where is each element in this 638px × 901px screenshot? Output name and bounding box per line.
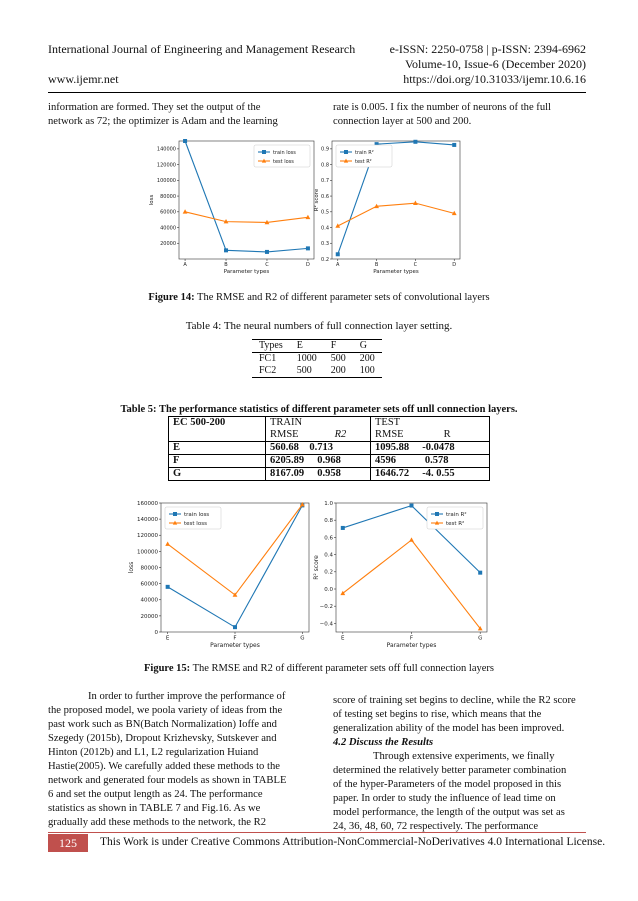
legend-label: train loss [273,149,296,156]
data-point [166,585,170,589]
y-axis-label: R² score [314,188,320,212]
y-tick-label: 1.0 [324,500,333,507]
text-line: Hastie(2005). We carefully added these methods to the [48,761,280,772]
license-text: This Work is under Creative Commons Attribution-NonCommercial-NoDerivatives 4.0 International License. [100,836,606,848]
figure14-caption [0,292,638,303]
y-tick-label: 140000 [156,146,176,153]
figure15-caption [0,663,638,674]
text-line: score of training set begins to decline, while the R2 score [333,695,576,706]
y-tick-label: 0.6 [321,193,329,200]
table5-cell: 8167.09 0.958 [266,468,371,481]
x-axis-label: Parameter types [223,269,270,275]
text-line: In order to further improve the performance of [88,691,286,702]
table4-header: Types [259,340,283,351]
y-tick-label: 0.4 [324,552,333,559]
figure15-r2-chart [310,495,495,658]
y-tick-label: 60000 [140,581,158,588]
website-link[interactable]: www.ijemr.net [48,72,119,86]
table5-cell: G [169,468,266,481]
y-axis-label: R² score [313,555,320,580]
data-point [336,252,340,256]
table4-header: F [330,340,337,351]
figure14-r2-chart [310,135,468,287]
data-point [409,537,414,541]
caption-label: Figure 15: [143,663,191,674]
y-tick-label: −0.2 [319,604,333,611]
table5-header: EC 500-200 [169,417,266,442]
y-axis-label: loss [149,194,155,206]
text-line: statistics as shown in TABLE 7 and Fig.16. As we [48,803,261,814]
caption-label: Figure 14: [148,292,195,303]
x-tick-label: F [409,635,414,642]
y-tick-label: 160000 [137,500,158,507]
text-line: connection layer at 500 and 200. [333,116,472,127]
x-tick-label: A [336,262,340,268]
x-tick-label: D [305,262,310,268]
series-line [338,203,454,226]
x-tick-label: C [265,262,269,268]
y-tick-label: 0.3 [321,241,329,248]
table4-cell: 500 [330,353,346,364]
text-line: determined the relatively better parameter combination [333,765,567,776]
table4-cell: FC1 [259,353,277,364]
x-tick-label: C [413,262,418,268]
x-axis-label: Parameter types [373,269,419,275]
data-point [413,140,417,144]
figure14-loss-chart [145,135,320,287]
volume-issue: Volume-10, Issue-6 (December 2020) [404,57,586,71]
legend-marker [344,150,348,154]
text-line: past work such as BN(Batch Normalization) Ioffe and [48,719,277,730]
text-line: rate is 0.005. I fix the number of neurons of the full [333,102,551,113]
x-tick-label: B [374,262,379,268]
table5-cell: 1095.88 -0.0478 [371,442,490,455]
x-tick-label: A [183,262,187,268]
y-tick-label: 40000 [140,597,158,604]
y-tick-label: 80000 [140,565,158,572]
series-line [185,212,308,223]
x-tick-label: G [300,635,305,642]
y-tick-label: 120000 [137,533,158,540]
caption-text: The RMSE and R2 of different parameter sets off full connection layers [192,663,495,674]
text-line: model performance, the length of the output was set as [333,807,565,818]
legend-label: test loss [184,520,207,527]
y-tick-label: 0.2 [324,569,333,576]
y-tick-label: 0.7 [321,178,329,185]
text-line: 6 and set the output length as 24. The performance [48,789,263,800]
text-line: Hinton (2012b) and L1, L2 regularization Huiand [48,747,259,758]
issn: e-ISSN: 2250-0758 | p-ISSN: 2394-6962 [389,42,586,56]
doi-link[interactable]: https://doi.org/10.31033/ijemr.10.6.16 [403,72,586,86]
page-number: 125 [48,834,88,852]
text-line: network and generated four models as shown in TABLE [48,775,287,786]
table5-header: TEST RMSE R [371,417,490,442]
y-tick-label: 80000 [160,193,176,200]
x-tick-label: G [478,635,483,642]
x-tick-label: E [165,635,170,642]
table5-header: TRAIN RMSE R2 [266,417,371,442]
table5-cell: E [169,442,266,455]
text-line: the proposed model, we poola variety of ideas from the [48,705,283,716]
table4-header: G [359,340,367,351]
header-rule [48,92,586,93]
data-point [265,250,269,254]
table4 [252,339,382,378]
legend-label: test R² [355,158,372,165]
legend-marker [435,512,439,516]
table5-cell: 1646.72 -4. 0.55 [371,468,490,481]
y-tick-label: 0.8 [324,518,333,525]
table4-cell: 200 [330,365,346,376]
legend-label: test loss [273,158,294,165]
text-line: paper. In order to study the influence of lead time on [333,793,556,804]
y-tick-label: 40000 [160,225,176,232]
text-line: Szegedy (2015b), Dropout Krizhevsky, Sutskever and [48,733,277,744]
data-point [341,526,345,530]
text-line: network as 72; the optimizer is Adam and the learning [48,116,278,127]
y-tick-label: 0.0 [324,586,333,593]
y-tick-label: 0.2 [321,256,329,263]
data-point [183,209,188,213]
table5-cell: 4596 0.578 [371,455,490,468]
y-tick-label: 0.8 [321,162,329,169]
y-tick-label: 0.9 [321,146,329,153]
text-line: Through extensive experiments, we finally [373,751,555,762]
footer-rule [48,832,586,833]
table4-cell: 500 [296,365,312,376]
y-tick-label: 120000 [156,162,176,169]
legend-marker [262,150,266,154]
body-left-column [48,690,311,830]
y-tick-label: 0 [154,629,158,636]
data-point [410,504,414,508]
y-tick-label: 0.6 [324,535,333,542]
table4-title: Table 4: The neural numbers of full connection layer setting. [185,320,453,332]
x-tick-label: D [452,262,457,268]
x-axis-label: Parameter types [210,642,260,649]
text-line: 24, 36, 48, 60, 72 respectively. The performance [333,821,539,832]
table4-cell: 100 [359,365,375,376]
top-left-text [48,101,308,129]
data-point [478,571,482,575]
y-tick-label: 20000 [160,241,176,248]
y-tick-label: 60000 [160,209,176,216]
data-point [165,542,170,546]
text-line: information are formed. They set the output of the [48,102,261,113]
section-heading: 4.2 Discuss the Results [333,737,434,748]
x-tick-label: B [224,262,228,268]
x-tick-label: F [233,635,237,642]
y-tick-label: 100000 [137,549,158,556]
legend-label: test R² [446,520,465,527]
figure15-loss-chart [125,495,315,658]
table4-cell: 200 [359,353,375,364]
caption-text: The RMSE and R2 of different parameter sets of convolutional layers [197,292,490,303]
legend-label: train loss [184,511,210,518]
text-line: of testing set begins to rise, which means that the [333,709,542,720]
table5-cell: F [169,455,266,468]
y-tick-label: 0.5 [321,209,329,216]
y-tick-label: 0.4 [321,225,329,232]
y-tick-label: 20000 [140,613,158,620]
table4-cell: 1000 [296,353,317,364]
text-line: of the hyper-Parameters of the model proposed in this [333,779,562,790]
data-point [224,248,228,252]
data-point [233,625,237,629]
table4-header: E [296,340,303,351]
y-tick-label: −0.4 [319,621,333,628]
text-line: generalization ability of the model has been improved. [333,723,565,734]
y-tick-label: 100000 [156,178,176,185]
table5-title [0,404,638,415]
table4-cell: FC2 [259,365,277,376]
x-axis-label: Parameter types [386,642,437,649]
table5-title-text: Table 5: The performance statistics of different parameter sets off unll connection layers. [120,404,518,415]
y-tick-label: 140000 [137,517,158,524]
top-right-text [333,101,588,129]
table5-cell: 560.68 0.713 [266,442,371,455]
y-axis-label: loss [128,561,135,574]
legend-label: train R² [446,511,467,518]
data-point [183,139,187,143]
journal-title: International Journal of Engineering and Management Research [48,42,356,56]
table5 [168,416,490,481]
legend-label: train R² [355,149,374,156]
text-line: gradually add these methods to the network, the R2 [48,817,267,828]
data-point [452,143,456,147]
x-tick-label: E [341,635,345,642]
table5-cell: 6205.89 0.968 [266,455,371,468]
legend-marker [173,512,177,516]
body-right-column [333,694,590,834]
